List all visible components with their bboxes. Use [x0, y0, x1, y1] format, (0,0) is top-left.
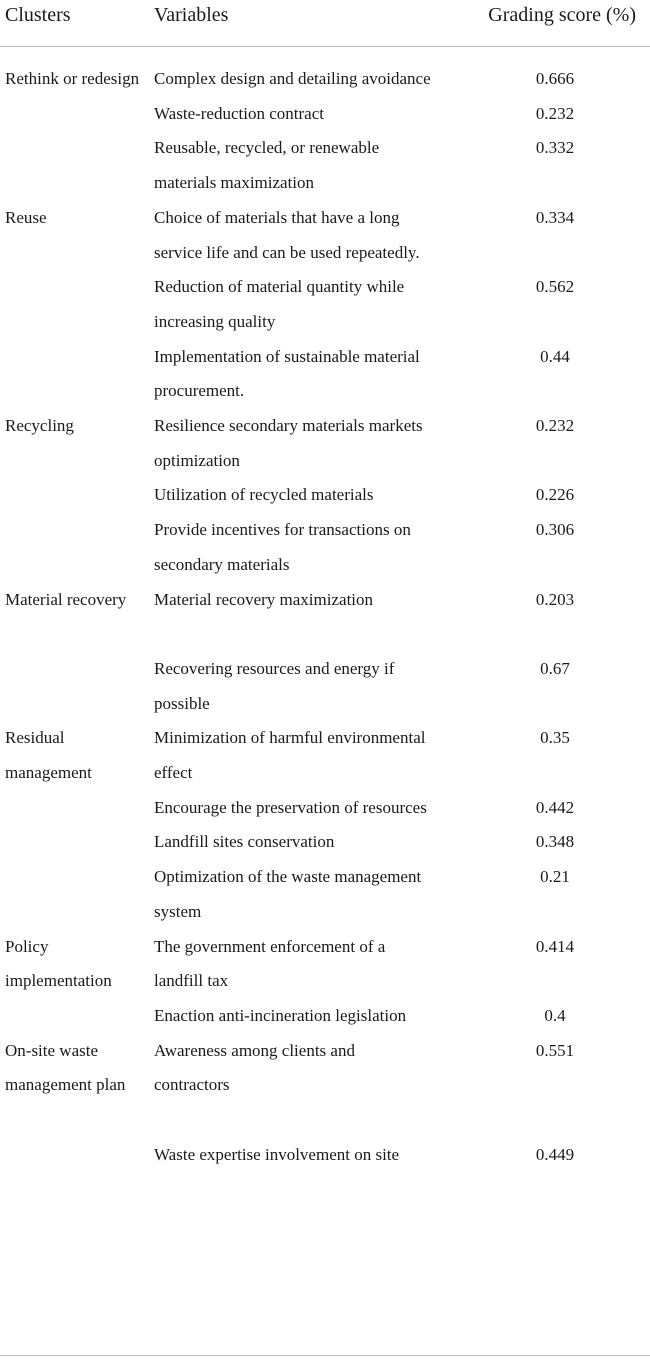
score-cell: 0.551	[535, 1040, 575, 1060]
score-cell: 0.232	[535, 416, 575, 436]
score-cell: 0.226	[535, 485, 575, 505]
variable-cell: Optimization of the waste management system	[154, 867, 422, 921]
variable-cell: Utilization of recycled materials	[154, 485, 374, 505]
table-row	[0, 1138, 650, 1173]
table-row	[0, 131, 650, 200]
table-row	[0, 409, 650, 478]
variable-cell: Enaction anti-incineration legislation	[154, 1005, 407, 1025]
score-cell: 0.203	[535, 589, 575, 609]
score-cell: 0.4	[544, 1005, 566, 1025]
variable-cell: Reusable, recycled, or renewable materials maximization	[154, 138, 380, 193]
table-body	[0, 47, 650, 1172]
score-cell: 0.562	[535, 277, 575, 297]
table-row	[0, 825, 650, 860]
table-row	[0, 721, 650, 790]
table-row	[0, 999, 650, 1034]
score-cell: 0.332	[535, 138, 575, 158]
score-cell: 0.21	[540, 867, 570, 887]
score-cell: 0.348	[535, 832, 575, 852]
cluster-cell: Residual management	[5, 728, 92, 783]
table-row	[0, 478, 650, 513]
variable-cell: Encourage the preservation of resources	[154, 797, 427, 817]
cluster-cell: Material recovery	[5, 589, 127, 609]
variable-cell: The government enforcement of a landfill tax	[154, 936, 386, 991]
table-row	[0, 270, 650, 339]
column-header-grading-score: Grading score (%)	[488, 4, 636, 26]
variable-cell: Provide incentives for transactions on secondary materials	[154, 520, 411, 574]
variable-cell: Resilience secondary materials markets optimization	[154, 416, 423, 470]
score-cell: 0.232	[535, 103, 575, 123]
score-cell: 0.414	[535, 936, 575, 956]
cluster-cell: Rethink or redesign	[5, 69, 140, 88]
table-header	[0, 0, 650, 47]
variable-cell: Recovering resources and energy if possible	[154, 658, 395, 713]
score-cell: 0.334	[535, 207, 575, 227]
variable-cell: Waste expertise involvement on site	[154, 1144, 400, 1164]
variable-cell: Landfill sites conservation	[154, 832, 335, 852]
score-cell: 0.666	[535, 69, 575, 88]
table-row	[0, 583, 650, 652]
variable-cell: Implementation of sustainable material procurement.	[154, 346, 420, 401]
cluster-cell: Recycling	[5, 416, 74, 436]
cluster-cell: Policy implementation	[5, 936, 112, 991]
table-row	[0, 340, 650, 409]
table-row	[0, 62, 650, 97]
score-cell: 0.449	[535, 1144, 575, 1164]
table-row	[0, 97, 650, 132]
variable-cell: Minimization of harmful environmental effect	[154, 728, 426, 783]
cluster-cell: On-site waste management plan	[5, 1040, 126, 1095]
table-bottom-rule	[0, 1355, 650, 1356]
cluster-cell: Reuse	[5, 207, 47, 227]
score-cell: 0.67	[540, 658, 570, 678]
table-row	[0, 930, 650, 999]
variable-cell: Choice of materials that have a long service life and can be used repeatedly.	[154, 207, 420, 262]
table-row	[0, 1034, 650, 1138]
table-row	[0, 791, 650, 826]
column-header-clusters: Clusters	[5, 4, 71, 26]
score-cell: 0.306	[535, 520, 575, 540]
variable-cell: Awareness among clients and contractors	[154, 1040, 355, 1095]
variable-cell: Complex design and detailing avoidance	[154, 69, 431, 88]
table-row	[0, 513, 650, 582]
table-row	[0, 201, 650, 270]
variable-cell: Reduction of material quantity while increasing quality	[154, 277, 405, 331]
score-cell: 0.442	[535, 797, 575, 817]
table-row	[0, 860, 650, 929]
score-cell: 0.44	[540, 346, 570, 366]
variable-cell: Material recovery maximization	[154, 589, 374, 609]
variable-cell: Waste-reduction contract	[154, 103, 324, 123]
column-header-variables: Variables	[154, 4, 229, 26]
table-row	[0, 652, 650, 721]
score-cell: 0.35	[540, 728, 570, 748]
